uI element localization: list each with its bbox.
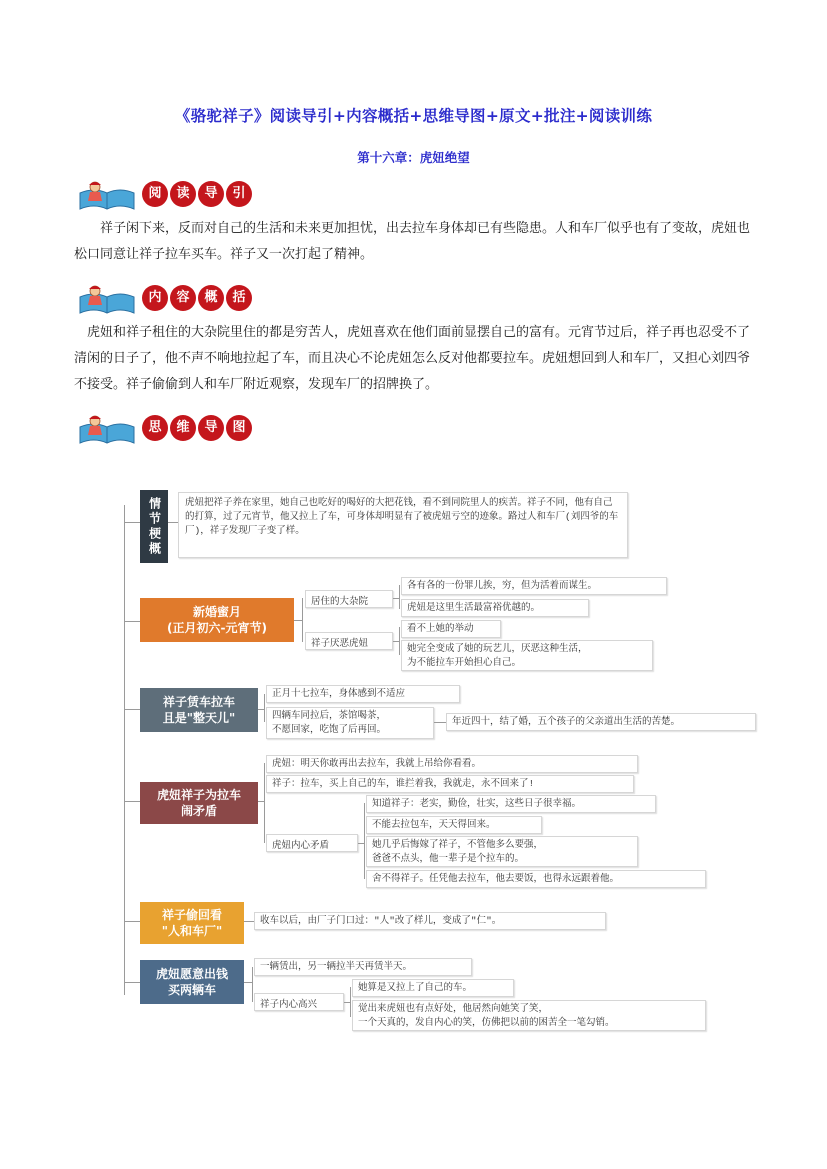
book-reader-icon bbox=[76, 283, 138, 317]
n2-a: 正月十七拉车，身体感到不适应 bbox=[266, 685, 460, 703]
n1-b2: 她完全变成了她的玩艺儿，厌恶这种生活， 为不能拉车开始担心自己。 bbox=[401, 640, 653, 671]
badge-char: 维 bbox=[170, 415, 196, 441]
badge-char: 导 bbox=[198, 181, 224, 207]
n3-b: 祥子：拉车，买上自己的车，谁拦着我，我就走，永不回来了! bbox=[266, 775, 634, 793]
connector-line bbox=[350, 987, 351, 1017]
connector-line bbox=[294, 620, 302, 621]
book-reader-icon bbox=[76, 413, 138, 447]
n5-a: 一辆赁出，另一辆拉半天再赁半天。 bbox=[254, 958, 472, 976]
section-header-mindmap bbox=[76, 409, 276, 449]
book-reader-icon bbox=[76, 179, 138, 213]
badge-char: 导 bbox=[198, 415, 224, 441]
badge-char: 内 bbox=[142, 285, 168, 311]
document-title: 《骆驼祥子》阅读导引+内容概括+思维导图+原文+批注+阅读训练 bbox=[174, 107, 653, 125]
badge-char: 容 bbox=[170, 285, 196, 311]
badge-char: 阅 bbox=[142, 181, 168, 207]
connector-line bbox=[264, 694, 265, 722]
badge-char: 概 bbox=[198, 285, 224, 311]
node-quarrel: 虎妞祥子为拉车 闹矛盾 bbox=[140, 782, 258, 824]
n2-c: 年近四十，结了婚，五个孩子的父亲道出生活的苦楚。 bbox=[446, 713, 756, 731]
connector-line bbox=[264, 763, 265, 843]
connector-line bbox=[124, 621, 140, 622]
n3-c: 虎妞内心矛盾 bbox=[266, 834, 358, 852]
n5-b1: 她算是又拉上了自己的车。 bbox=[352, 979, 514, 997]
node-rent-cart: 祥子赁车拉车 且是"整天儿" bbox=[140, 688, 258, 732]
n4-a: 收车以后，由厂子门口过："人"改了样儿，变成了"仁"。 bbox=[254, 912, 606, 930]
connector-line bbox=[124, 921, 140, 922]
n1-a2: 虎妞是这里生活最富裕优越的。 bbox=[401, 599, 589, 617]
n3-c1: 知道祥子：老实，勤俭，壮实，这些日子很幸福。 bbox=[366, 795, 656, 813]
plot-summary-label: 情节梗概 bbox=[140, 490, 168, 563]
connector-line bbox=[124, 709, 140, 710]
n3-a: 虎妞：明天你敢再出去拉车，我就上吊给你看看。 bbox=[266, 755, 638, 773]
connector-line bbox=[124, 522, 140, 523]
connector-line bbox=[168, 522, 178, 523]
n3-c4: 舍不得祥子。任凭他去拉车，他去要饭，也得永远跟着他。 bbox=[366, 870, 706, 888]
connector-line bbox=[399, 585, 400, 609]
badge-char: 读 bbox=[170, 181, 196, 207]
badge-char: 括 bbox=[226, 285, 252, 311]
badge-char: 思 bbox=[142, 415, 168, 441]
n1-a1: 各有各的一份罪儿挨，穷，但为活着而谋生。 bbox=[401, 577, 667, 595]
plot-summary-text: 虎妞把祥子养在家里，她自己也吃好的喝好的大把花钱，看不到同院里人的疾苦。祥子不同，他有自己的打算，过了元宵节，他又拉上了车，可身体却明显有了被虎妞亏空的迹象。路过人和车厂(刘四爷的车厂)，祥子发现厂子变了样。 bbox=[178, 492, 628, 558]
n3-c3: 她几乎后悔嫁了祥子，不管他多么要强， 爸爸不点头，他一辈子是个拉车的。 bbox=[366, 836, 638, 867]
n2-b: 四辆车同拉后，茶馆喝茶， 不愿回家，吃饱了后再回。 bbox=[266, 707, 434, 739]
section-header-summary bbox=[76, 279, 276, 319]
connector-line bbox=[244, 982, 252, 983]
n5-b2: 觉出来虎妞也有点好处，他居然向她笑了笑， 一个天真的，发自内心的笑，仿佛把以前的困苦全一笔勾销。 bbox=[352, 1000, 706, 1031]
connector-line bbox=[302, 598, 303, 642]
section-header-guide bbox=[76, 175, 276, 215]
node-peek-factory: 祥子偷回看 "人和车厂" bbox=[140, 902, 244, 944]
connector-line bbox=[124, 982, 140, 983]
node-buy-carts: 虎妞愿意出钱 买两辆车 bbox=[140, 960, 244, 1004]
badge-char: 图 bbox=[226, 415, 252, 441]
n1-branch-b: 祥子厌恶虎妞 bbox=[305, 632, 393, 650]
connector-line bbox=[124, 801, 140, 802]
n1-b1: 看不上她的举动 bbox=[401, 620, 501, 638]
connector-line bbox=[244, 921, 254, 922]
connector-line bbox=[434, 722, 446, 723]
n3-c2: 不能去拉包车，天天得回来。 bbox=[366, 816, 542, 834]
n5-b: 祥子内心高兴 bbox=[254, 993, 344, 1011]
connector-line bbox=[252, 967, 253, 1002]
node-honeymoon: 新婚蜜月 (正月初六-元宵节) bbox=[140, 598, 294, 642]
connector-line bbox=[364, 803, 365, 879]
n1-branch-a: 居住的大杂院 bbox=[305, 590, 393, 608]
connector-line bbox=[399, 627, 400, 655]
guide-paragraph: 祥子闲下来，反而对自己的生活和未来更加担忧，出去拉车身体却已有些隐患。人和车厂似乎也有了变故，虎妞也松口同意让祥子拉车买车。祥子又一次打起了精神。 bbox=[74, 221, 751, 262]
badge-char: 引 bbox=[226, 181, 252, 207]
summary-paragraph: 虎妞和祥子租住的大杂院里住的都是穷苦人，虎妞喜欢在他们面前显摆自己的富有。元宵节过后，祥子再也忍受不了清闲的日子了，他不声不响地拉起了车，而且决心不论虎妞怎么反对他都要拉车。虎妞想回到人和车厂，又担心刘四爷不接受。祥子偷偷到人和车厂附近观察，发现车厂的招牌换了。 bbox=[74, 325, 751, 392]
chapter-subtitle: 第十六章：虎妞绝望 bbox=[357, 150, 470, 165]
